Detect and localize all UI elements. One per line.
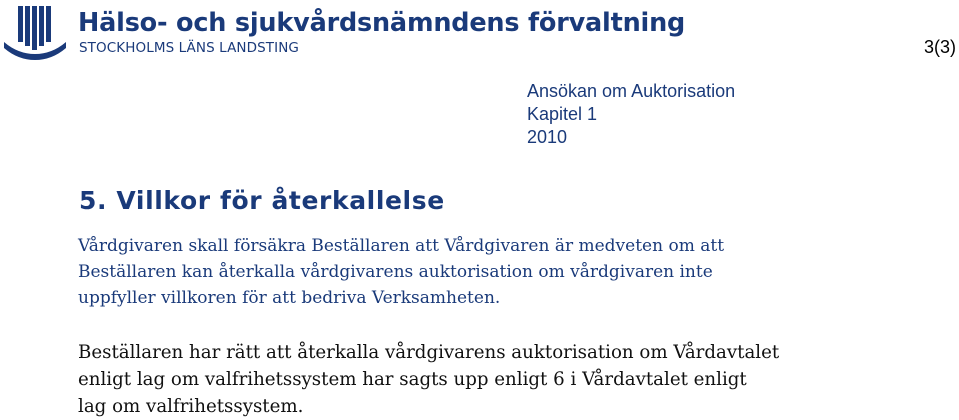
document-chapter: Kapitel 1	[527, 104, 598, 124]
paragraph-line: lag om valfrihetssystem.	[78, 396, 304, 417]
paragraph-line: Beställaren har rätt att återkalla vårdgivarens auktorisation om Vårdavtalet	[78, 342, 780, 363]
page-number: 3(3)	[923, 37, 956, 57]
organization-subtitle: STOCKHOLMS LÄNS LANDSTING	[79, 40, 299, 56]
paragraph-1	[78, 233, 724, 311]
document-year: 2010	[527, 127, 568, 147]
paragraph-line: uppfyller villkoren för att bedriva Verksamheten.	[78, 288, 501, 308]
organization-name: Hälso- och sjukvårdsnämndens förvaltning	[78, 8, 686, 38]
paragraph-line: Beställaren kan återkalla vårdgivarens auktorisation om vårdgivaren inte	[78, 262, 713, 282]
document-info	[527, 80, 735, 149]
sll-logo-icon	[4, 6, 66, 60]
paragraph-2	[78, 339, 779, 420]
document-title: Ansökan om Auktorisation	[527, 81, 736, 101]
paragraph-line: Vårdgivaren skall försäkra Beställaren att Vårdgivaren är medveten om att	[78, 236, 725, 256]
section-heading: 5. Villkor för återkallelse	[79, 186, 445, 215]
paragraph-line: enligt lag om valfrihetssystem har sagts upp enligt 6 i Vårdavtalet enligt	[78, 369, 747, 390]
